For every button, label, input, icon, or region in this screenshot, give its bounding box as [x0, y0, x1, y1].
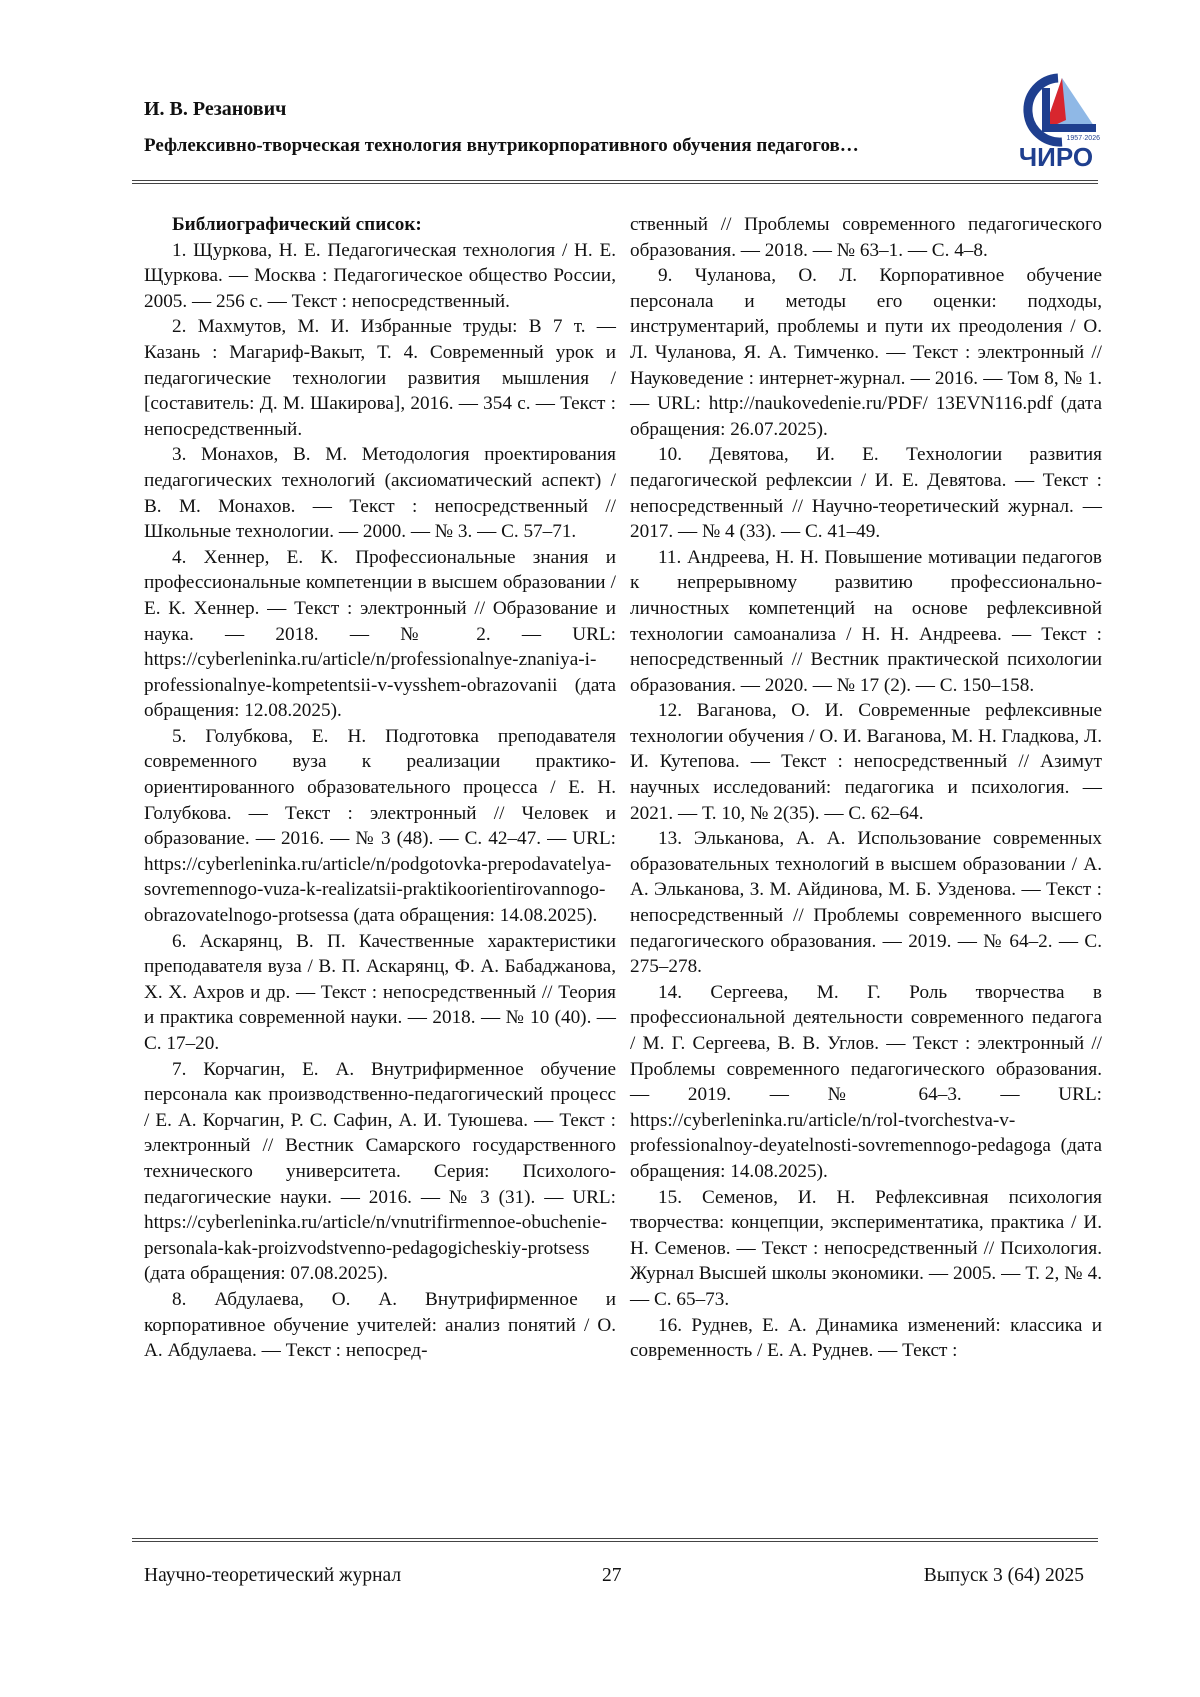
chiro-logo-emblem	[1004, 68, 1108, 174]
reference-continuation: ственный // Проблемы современного педагогического образования. — 2018. — № 63–1. — С. 4–8.	[630, 212, 1102, 263]
reference-item: 15. Семенов, И. Н. Рефлексивная психология творчества: концепции, экспериментатика, практика / И. Н. Семенов. — Текст : непосредственный // Психология. Журнал Высшей школы экономики. — 2005. — Т. 2, № 4. — С. 65–73.	[630, 1185, 1102, 1313]
issue-number: Выпуск 3 (64) 2025	[924, 1562, 1084, 1590]
reference-item: 3. Монахов, В. М. Методология проектирования педагогических технологий (аксиоматический аспект) / В. М. Монахов. — Текст : непосредственный // Школьные технологии. — 2000. — № 3. — С. 57–71.	[144, 442, 616, 544]
reference-item: 16. Руднев, Е. А. Динамика изменений: классика и современность / Е. А. Руднев. — Текст :	[630, 1313, 1102, 1364]
reference-item: 5. Голубкова, Е. Н. Подготовка преподавателя современного вуза к реализации практико-ориентированного образовательного процесса / Е. Н. Голубкова. — Текст : электронный // Человек и образование. — 2016. — № 3 (48). — С. 42–47. — URL: https://cyberleninka.ru/article/n/podgotovka-prepodavatelya-sovremennogo-vuza-k-realizatsii-praktikoorientirovannogo-obrazovatelnogo-protsessa (дата обращения: 14.08.2025).	[144, 724, 616, 929]
bibliography-right-column	[630, 212, 1102, 1364]
running-footer	[144, 1562, 1084, 1590]
reference-item: 1. Щуркова, Н. Е. Педагогическая технология / Н. Е. Щуркова. — Москва : Педагогическое общество России, 2005. — 256 с. — Текст : непосредственный.	[144, 238, 616, 315]
reference-item: 11. Андреева, Н. Н. Повышение мотивации педагогов к непрерывному развитию профессионально-личностных компетенций на основе рефлексивной технологии самоанализа / Н. Н. Андреева. — Текст : непосредственный // Вестник практической психологии образования. — 2020. — № 17 (2). — С. 150–158.	[630, 545, 1102, 699]
header-rule	[132, 180, 1098, 184]
page-number: 27	[602, 1562, 622, 1590]
reference-item: 10. Девятова, И. Е. Технологии развития педагогической рефлексии / И. Е. Девятова. — Текст : непосредственный // Научно-теоретический журнал. — 2017. — № 4 (33). — С. 41–49.	[630, 442, 1102, 544]
reference-item: 8. Абдулаева, О. А. Внутрифирменное и корпоративное обучение учителей: анализ понятий / О. А. Абдулаева. — Текст : непосред-	[144, 1287, 616, 1364]
reference-item: 12. Ваганова, О. И. Современные рефлексивные технологии обучения / О. И. Ваганова, М. Н. Гладкова, Л. И. Кутепова. — Текст : непосредственный // Азимут научных исследований: педагогика и психология. — 2021. — Т. 10, № 2(35). — С. 62–64.	[630, 698, 1102, 826]
article-title: Рефлексивно-творческая технология внутрикорпоративного обучения педагогов…	[144, 132, 964, 160]
logo-years: 1957·2026	[1067, 135, 1101, 142]
reference-item: 6. Аскарянц, В. П. Качественные характеристики преподавателя вуза / В. П. Аскарянц, Ф. А. Бабаджанова, Х. Х. Ахров и др. — Текст : непосредственный // Теория и практика современной науки. — 2018. — № 10 (40). — С. 17–20.	[144, 929, 616, 1057]
footer-rule	[132, 1538, 1098, 1542]
bibliography-heading: Библиографический список:	[144, 212, 616, 238]
logo-bar-horizontal	[1042, 124, 1096, 132]
chiro-logo	[1004, 68, 1108, 174]
reference-item: 7. Корчагин, Е. А. Внутрифирменное обучение персонала как производственно-педагогический процесс / Е. А. Корчагин, Р. С. Сафин, А. И. Туюшева. — Текст : электронный // Вестник Самарского государственного технического университета. Серия: Психолого-педагогические науки. — 2016. — № 3 (31). — URL: https://cyberleninka.ru/article/n/vnutrifirmennoe-obuchenie-personala-kak-proizvodstvenno-pedagogicheskiy-protsess (дата обращения: 07.08.2025).	[144, 1057, 616, 1287]
running-header	[144, 96, 964, 160]
reference-item: 13. Эльканова, А. А. Использование современных образовательных технологий в высшем образовании / А. А. Эльканова, З. М. Айдинова, М. Б. Узденова. — Текст : непосредственный // Проблемы современного высшего педагогического образования. — 2019. — № 64–2. — С. 275–278.	[630, 826, 1102, 980]
bibliography-left-column	[144, 212, 616, 1364]
reference-item: 2. Махмутов, М. И. Избранные труды: В 7 т. — Казань : Магариф-Вакыт, Т. 4. Современный урок и педагогические технологии развития мышления / [составитель: Д. М. Шакирова], 2016. — 354 с. — Текст : непосредственный.	[144, 314, 616, 442]
article-author: И. В. Резанович	[144, 96, 964, 122]
journal-name: Научно-теоретический журнал	[144, 1562, 401, 1590]
reference-item: 14. Сергеева, М. Г. Роль творчества в профессиональной деятельности современного педагога / М. Г. Сергеева, В. В. Углов. — Текст : электронный // Проблемы современного педагогического образования. — 2019. — № 64–3. — URL: https://cyberleninka.ru/article/n/rol-tvorchestva-v-professionalnoy-deyatelnosti-sovremennogo-pedagoga (дата обращения: 14.08.2025).	[630, 980, 1102, 1185]
reference-item: 4. Хеннер, Е. К. Профессиональные знания и профессиональные компетенции в высшем образовании / Е. К. Хеннер. — Текст : электронный // Образование и наука. — 2018. — № 2. — URL: https://cyberleninka.ru/article/n/professionalnye-znaniya-i-professionalnye-kompetentsii-v-vysshem-obrazovanii (дата обращения: 12.08.2025).	[144, 545, 616, 724]
reference-item: 9. Чуланова, О. Л. Корпоративное обучение персонала и методы его оценки: подходы, инструментарий, проблемы и пути их преодоления / О. Л. Чуланова, Я. А. Тимченко. — Текст : электронный // Науковедение : интернет-журнал. — 2016. — Том 8, № 1. — URL: http://naukovedenie.ru/PDF/ 13EVN116.pdf (дата обращения: 26.07.2025).	[630, 263, 1102, 442]
logo-text: ЧИРО	[1019, 142, 1093, 172]
